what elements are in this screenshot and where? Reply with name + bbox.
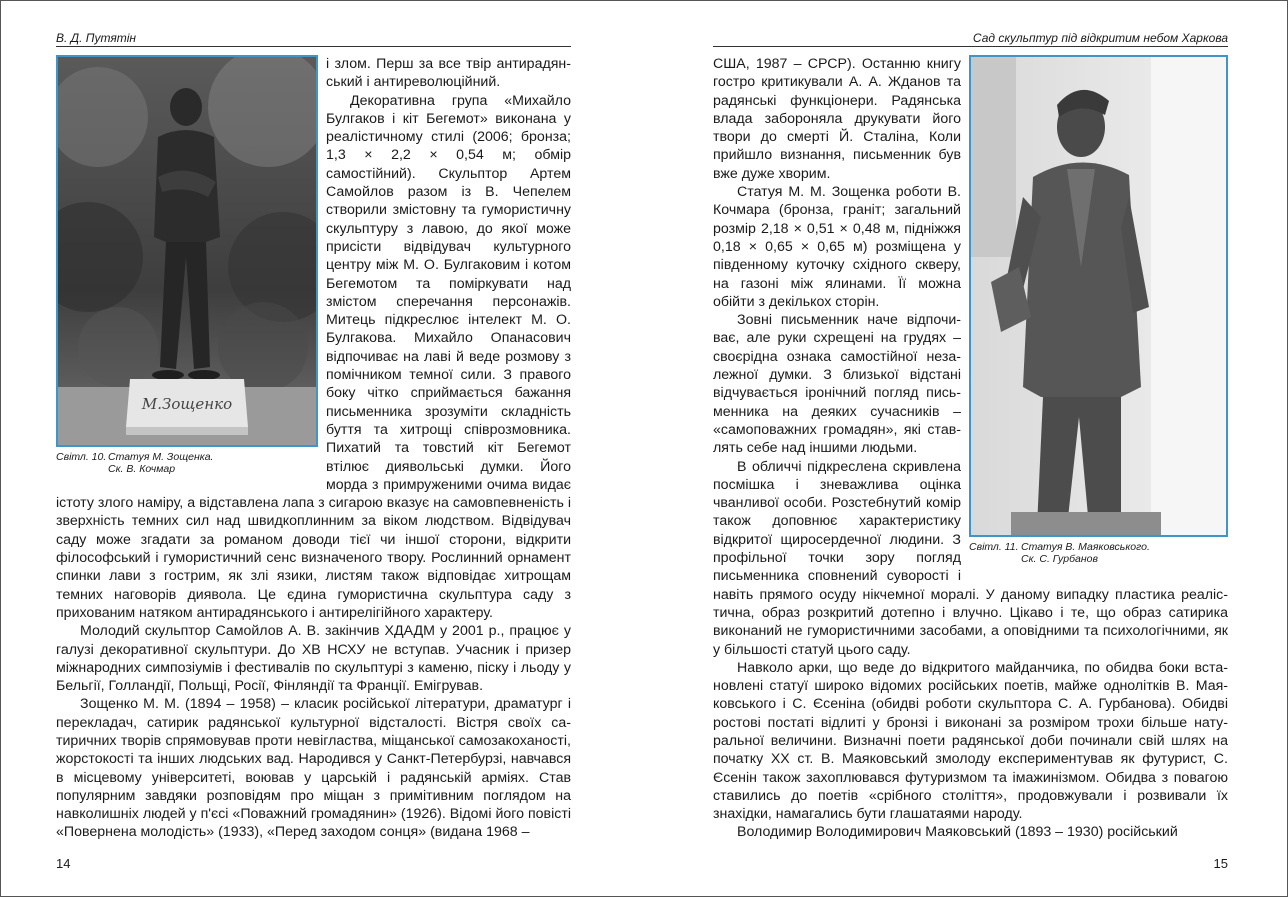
right-body-text: [713, 55, 1228, 842]
figure-10-caption: [56, 447, 318, 475]
mayakovsky-statue-photo: [969, 55, 1228, 537]
paragraph: Молодий скульптор Самойлов А. В. закінчив ХДАДМ у 2001 р., працює у галузі декоративної скульптури. До ХВ НСХУ не вступав. Учасник і призер міжнародних симпозіумів і фестивалів по скульптурі з каменю, піску і льоду у Бельгії, Голландії, Польщі, Росії, Фінляндії та Франції. Емігрував.: [56, 623, 571, 695]
zoshchenko-statue-photo: [56, 55, 318, 447]
running-head-author: В. Д. Путятін: [56, 30, 571, 47]
figure-10-caption-line1: Статуя М. Зощенка.: [108, 451, 214, 463]
paragraph: Декоративна група «Михайло Булгаков і кіт Бегемот» виконана у реалістичному стилі (2006; бронза; 1,3 × 2,2 × 0,54 м; обмір самостійний). Скульптор Артем Самойлов разом із В. Чепелем створили змістовну та гумористичну скульптуру з лавою, до якої може присісти відвідувач культурного центру між М. О. Булгаковим і котом Бегемотом та поміркувати над змістом сперечання персонажів. Митець підкреслює інтелект М. О. Булгакова. Михайло Опанасович відпочиває на лаві й веде розмову з помічником темної сили. З правого боку чітко сприймається бажання письменника зрозуміти складність буття та хитрощі співрозмовника. Пихатий та товстий кіт Бегемот втілює диявольські думки. Його морда з примруженими очима видає істоту злого наміру, а відставлена лапа з сигарою вказує на самовпевненість і зверхність темних сил над швидкоплинним за віком людством. Відвідувач саду може згадати за романом доводи тієї чи іншої сторони, відкрити філософський і гумористичний сенс визначеного твору. Рослинний орнамент спинки лави з гострим, як злі язики, листям також відповідає хитрощам темних наговорів диявола. Це єдина гумористична скульптура саду з прихованим натяком антирадянського і антирелігійного характеру.: [56, 92, 571, 621]
paragraph: Навколо арки, що веде до відкритого майданчика, по обидва боки встановлені статуї широко відомих російських поетів, майже однолітків В. Маяковського і С. Єсеніна (обидві роботи скульптора С. А. Гурбанова). Обидві ростові постаті відлиті у бронзі і виконані за розміром трохи більше натуральної величини. Визначні поети радянської доби починали свій шлях на початку ХХ ст. В. Маяковський змолоду експериментував як футурист, С. Єсенін також захоплювався футуризмом та імажинізмом. Обидва з повагою ставились до поетів «срібного століття», продовжували і розвивали їх знахідки, намагались бути глашатаями народу.: [713, 659, 1228, 823]
figure-11: [969, 55, 1228, 565]
figure-10-caption-line2: Ск. В. Кочмар: [108, 463, 176, 475]
paragraph: Володимир Володимирович Маяковський (1893 – 1930) російський: [737, 824, 1178, 841]
left-page: [56, 0, 571, 897]
paragraph: США, 1987 – СРСР). Останню книгу гостро критикували А. А. Жданов та радянські функціонери. Радянська влада забороняла друкувати його твори до смерті Й. Сталіна, Коли прийшло визнання, письменник був вже дуже хворим.: [713, 56, 961, 182]
figure-11-number: Світл. 11.: [969, 541, 1019, 553]
page-number-right: 15: [1213, 856, 1228, 871]
paragraph: і злом. Перш за все твір антирадянський і антиреволюційний.: [326, 56, 571, 91]
plinth-inscription: М.Зощенко: [141, 395, 233, 413]
figure-11-caption-line2: Ск. С. Гурбанов: [1021, 553, 1098, 565]
figure-10-number: Світл. 10.: [56, 451, 107, 463]
paragraph: Зовні письменник наче відпочиває, але руки схрещені на грудях – своєрідна ознака самостійної незалежної думки. З близької відстані відчувається іронічний погляд письменника на деяких сучасників – «самоповажних громадян», які ставлять себе над іншими людьми.: [713, 312, 961, 457]
running-head-title: Сад скульптур під відкритим небом Харкова: [713, 30, 1228, 47]
page-number-left: 14: [56, 856, 71, 871]
figure-11-caption: [969, 537, 1228, 565]
right-page: [713, 0, 1228, 897]
paragraph: В обличчі підкреслена скривлена посмішка і зневажлива оцінка чванливої особи. Розстебнутий комір також доповнює характеристику відкритої щиросердечної людини. З профільної точки зору погляд письменника сповнений суворості і навіть прямого осуду нікчемної моралі. У даному випадку пластика реалістична, образ розкритий дотепно і влучно. Цікаво і те, що образ сатирика виконаний не гумористичними засобами, а оповідними та психологічними, як у більшості статуй цього саду.: [713, 458, 1228, 658]
paragraph: Статуя М. М. Зощенка роботи В. Кочмара (бронза, граніт; загальний розмір 2,18 × 0,51 × 0,48 м, підніжжя 0,18 × 0,65 × 0,65 м) розміщена у південному куточку східного скверу, на газоні між ялинами. Її можна обійти з декількох сторін.: [713, 184, 961, 310]
figure-11-caption-line1: Статуя В. Маяковського.: [1021, 541, 1150, 553]
paragraph: Зощенко М. М. (1894 – 1958) – класик російської літератури, драматург і перекладач, сатирик радянської культурної відсталості. Вістря своїх сатиричних творів спрямовував проти невігластва, міщанської самозакоханості, жорстокості та інших людських вад. Народився у Санкт-Петербурзі, навчався в місцевому університеті, воював у царській і радянській арміях. Став популярним завдяки розповідям про міщан з примітивним поглядом на навколишніх людей у п'єсі «Поважний громадянин» (1926). Відомі його повісті «Повернена молодість» (1933), «Перед заходом сонця» (видана 1968 –: [56, 696, 571, 841]
figure-10: [56, 55, 318, 475]
left-body-text: [56, 55, 571, 842]
